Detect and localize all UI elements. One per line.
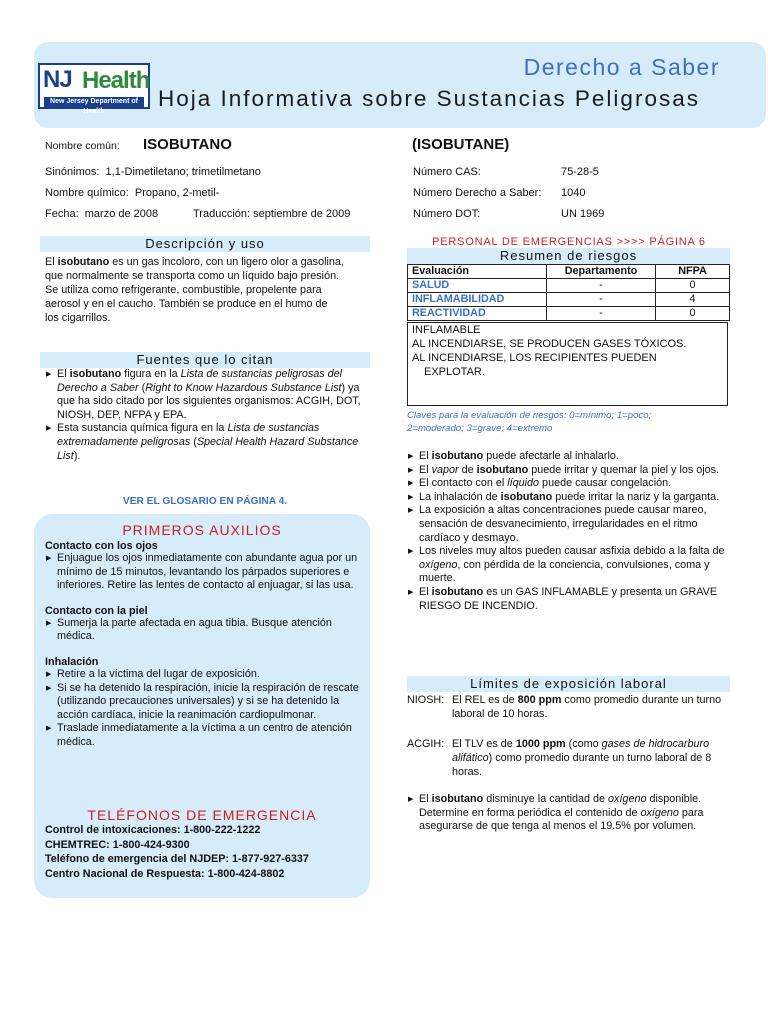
eff-italic: vapor	[431, 463, 459, 476]
eff-text: puede irritar y quemar la piel y los ojos.	[528, 463, 720, 476]
ox-text: El	[419, 793, 432, 805]
skin-contact-heading: Contacto con la piel	[45, 604, 148, 617]
rtk-number-label: Número Derecho a Saber:	[413, 187, 542, 199]
logo-subtitle: New Jersey Department of Health	[44, 97, 144, 107]
nj-health-logo	[38, 63, 150, 115]
sources-heading: Fuentes que lo citan	[40, 352, 370, 368]
table-row	[408, 279, 730, 293]
synonyms-value: 1,1-Dimetiletano; trimetilmetano	[105, 166, 261, 178]
table-row	[408, 293, 730, 307]
eff-text: , con pérdida de la conciencia, convulsiones, coma y muerte.	[419, 558, 710, 585]
chemical-name-row	[45, 186, 219, 200]
src-text: ).	[73, 449, 81, 462]
lim-italic: gases de hidrocarburo alifático	[452, 738, 710, 764]
eff-italic: oxígeno	[419, 558, 458, 571]
emergency-phones-list	[45, 823, 365, 881]
src-text: El	[57, 368, 70, 380]
phone-national-response: Centro Nacional de Respuesta: 1-800-424-8802	[45, 867, 285, 880]
description-heading: Descripción y uso	[40, 236, 370, 252]
ox-italic: oxígeno	[608, 793, 647, 805]
src-italic: Right to Know Hazardous Substance List	[145, 381, 342, 394]
eff-text: es un GAS INFLAMABLE y presenta un GRAVE RIESGO DE INCENDIO.	[419, 585, 718, 612]
glossary-link[interactable]: VER EL GLOSARIO EN PÁGINA 4.	[122, 496, 288, 507]
cas-label: Número CAS:	[413, 166, 481, 178]
sources-item	[45, 422, 367, 463]
niosh-label: NIOSH:	[407, 694, 445, 706]
eff-text: El	[419, 463, 432, 476]
logo-nj-text: NJ	[43, 66, 72, 93]
acgih-limit	[407, 737, 729, 779]
lim-text: (como	[565, 738, 602, 750]
desc-line: Se utiliza como refrigerante, combustible, propelente para	[45, 284, 322, 296]
rating-key-line: Claves para la evaluación de riesgos: 0=mínimo; 1=poco;	[407, 410, 652, 421]
desc-text-part: es un gas incoloro, con un ligero olor a gasolina,	[109, 256, 344, 268]
logo-health-text: Health	[82, 67, 150, 94]
dot-number-value: UN 1969	[561, 208, 605, 220]
hazard-dept: -	[547, 279, 656, 293]
hazard-note: INFLAMABLE	[412, 324, 481, 336]
effect-item	[407, 586, 729, 613]
chemical-name-value: Propano, 2-metil-	[134, 187, 220, 199]
oxygen-item	[407, 793, 729, 834]
lim-text: El TLV es de	[452, 738, 516, 750]
hazard-rating-table	[407, 264, 730, 321]
common-name-english: (ISOBUTANE)	[412, 136, 510, 153]
cas-value: 75-28-5	[561, 166, 599, 178]
ox-bold: isobutano	[431, 793, 484, 805]
description-text	[45, 255, 370, 325]
eff-text: de	[458, 463, 477, 476]
src-italic: Lista de sustancias peligrosas del Derecho a Saber	[57, 368, 343, 394]
effect-item	[407, 491, 729, 505]
effect-item	[407, 477, 729, 491]
inhalation-item: ▶ Retire a la víctima del lugar de exposición.	[45, 668, 361, 682]
src-text: (	[138, 381, 146, 394]
translation-value: septiembre de 2009	[253, 208, 351, 220]
lim-text: El REL es de	[452, 694, 518, 706]
acgih-label: ACGIH:	[407, 738, 445, 750]
exposure-limits-heading: Límites de exposición laboral	[407, 676, 730, 692]
src-text: ) ya que ha sido citado por los siguientes organismos: ACGIH, DOT, NIOSH, DEP, NFPA y EPA.	[57, 381, 361, 421]
synonyms-row	[45, 165, 261, 179]
eye-contact-item: ▶ Enjuague los ojos inmediatamente con abundante agua por un mínimo de 15 minutos, levantando los párpados superiores e inferiores. Retire las lentes de contacto al enjuagar, si las usa.	[45, 552, 361, 593]
date-label: Fecha:	[45, 208, 79, 220]
sources-item	[45, 368, 367, 422]
table-row	[408, 307, 730, 321]
ox-text: disponible. Determine en forma periódica el contenido de	[419, 793, 702, 819]
desc-line: aerosol y en el caucho. También se produce en el humo de	[45, 298, 328, 310]
effect-item	[407, 450, 729, 464]
first-aid-heading: PRIMEROS AUXILIOS	[122, 522, 282, 538]
eff-bold: isobutano	[431, 585, 484, 598]
oxygen-note	[407, 793, 729, 834]
hazard-name: SALUD	[408, 279, 547, 293]
translation-label: Traducción:	[193, 208, 251, 220]
emergency-phones-heading: TELÉFONOS DE EMERGENCIA	[87, 807, 317, 823]
src-bold: isobutano	[69, 368, 122, 380]
src-italic: Special Health Hazard Substance List	[57, 435, 359, 462]
eff-text: La inhalación de	[419, 490, 501, 503]
lim-bold: 1000 ppm	[515, 738, 566, 750]
synonyms-label: Sinónimos:	[45, 166, 100, 178]
hazard-nfpa: 4	[656, 293, 730, 307]
inhalation-heading: Inhalación	[45, 655, 99, 668]
eff-bold: isobutano	[476, 463, 529, 476]
hazard-note: AL INCENDIARSE, SE PRODUCEN GASES TÓXICOS.	[412, 338, 687, 350]
health-effects-list	[407, 450, 729, 613]
eff-bold: isobutano	[500, 490, 553, 503]
header-title-fact-sheet: Hoja Informativa sobre Sustancias Peligrosas	[158, 86, 700, 111]
hazard-name: INFLAMABILIDAD	[408, 293, 547, 307]
date-row	[45, 207, 158, 221]
hazard-notes-box	[407, 322, 728, 406]
eff-text: El	[419, 585, 432, 598]
desc-line: que normalmente se transporta como un líquido bajo presión.	[45, 270, 340, 282]
desc-substance-bold: isobutano	[57, 256, 110, 268]
acgih-text	[452, 737, 729, 779]
src-text: figura en la	[121, 368, 181, 380]
inhalation-item: ▶ Traslade inmediatamente a la víctima a un centro de atención médica.	[45, 722, 361, 749]
effect-item	[407, 464, 729, 478]
ox-text: disminuye la cantidad de	[483, 793, 609, 805]
eff-text: Los niveles muy altos pueden causar asfixia debido a la falta de	[419, 545, 725, 558]
hazard-nfpa: 0	[656, 307, 730, 321]
eff-text: puede irritar la nariz y la garganta.	[552, 490, 720, 503]
hazard-summary-heading: Resumen de riesgos	[407, 248, 730, 264]
effect-item: ▶ La exposición a altas concentraciones puede causar mareo, sensación de desvanecimiento, irregularidades en el ritmo cardíaco y desmayo.	[407, 504, 729, 545]
lim-text: ) como promedio durante un turno laboral de 8 horas.	[452, 752, 712, 778]
sources-list	[45, 368, 367, 463]
lim-text: como promedio durante un turno laboral de 10 horas.	[452, 694, 722, 720]
header-title-right-to-know: Derecho a Saber	[523, 54, 720, 80]
chemical-name-label: Nombre químico:	[45, 187, 129, 199]
rating-key-note	[407, 410, 729, 435]
eff-text: puede afectarle al inhalarlo.	[483, 450, 619, 462]
common-name-label: Nombre común:	[45, 140, 120, 152]
eye-contact-heading: Contacto con los ojos	[45, 540, 158, 552]
eff-text: El contacto con el	[419, 477, 508, 490]
ox-italic: oxígeno	[640, 806, 679, 819]
niosh-text	[452, 693, 729, 721]
phone-njdep: Teléfono de emergencia del NJDEP: 1-877-927-6337	[45, 853, 309, 865]
src-text: Esta sustancia química figura en la	[57, 422, 228, 435]
src-text: (	[190, 435, 197, 448]
skin-contact-item: ▶ Sumerja la parte afectada en agua tibia. Busque atención médica.	[45, 617, 361, 644]
inhalation-item: ▶ Si se ha detenido la respiración, inicie la respiración de rescate (utilizando precauciones universales) y si se ha detenido la acción cardíaca, inicie la reanimación cardiopulmonar.	[45, 682, 361, 723]
hazard-table-header	[408, 265, 730, 279]
rating-key-line: 2=moderado; 3=grave; 4=extremo	[407, 422, 553, 434]
desc-line: los cigarrillos.	[45, 312, 111, 324]
src-italic: Lista de sustancias extremadamente peligrosas	[57, 422, 320, 448]
eff-bold: isobutano	[431, 450, 484, 462]
translation-row	[193, 207, 350, 221]
phone-chemtrec: CHEMTREC: 1-800-424-9300	[45, 838, 190, 851]
niosh-limit	[407, 693, 729, 721]
hazard-note: AL INCENDIARSE, LOS RECIPIENTES PUEDEN	[412, 352, 657, 364]
first-aid-content	[45, 540, 361, 750]
col-nfpa: NFPA	[656, 265, 730, 279]
dot-number-label: Número DOT:	[413, 208, 481, 220]
phone-poison-control: Control de intoxicaciones: 1-800-222-1222	[45, 824, 261, 836]
col-department: Departamento	[547, 265, 656, 279]
desc-text-part: El	[45, 256, 58, 268]
ox-text: para asegurarse de que tenga al menos el 19.5% por volumen.	[419, 806, 704, 833]
eff-italic: líquido	[507, 477, 540, 490]
hazard-note: EXPLOTAR.	[424, 366, 485, 378]
common-name-value: ISOBUTANO	[143, 136, 232, 153]
lim-bold: 800 ppm	[517, 694, 562, 706]
hazard-nfpa: 0	[656, 279, 730, 293]
hazard-dept: -	[547, 293, 656, 307]
eff-text: puede causar congelación.	[539, 477, 672, 490]
date-value: marzo de 2008	[84, 208, 159, 220]
hazard-name: REACTIVIDAD	[408, 307, 547, 321]
hazard-dept: -	[547, 307, 656, 321]
emergency-personnel-link[interactable]: PERSONAL DE EMERGENCIAS >>>> PÁGINA 6	[432, 236, 706, 248]
rtk-number-value: 1040	[561, 187, 586, 199]
effect-item	[407, 545, 729, 586]
col-evaluation: Evaluación	[408, 265, 547, 279]
eff-text: El	[419, 450, 432, 462]
